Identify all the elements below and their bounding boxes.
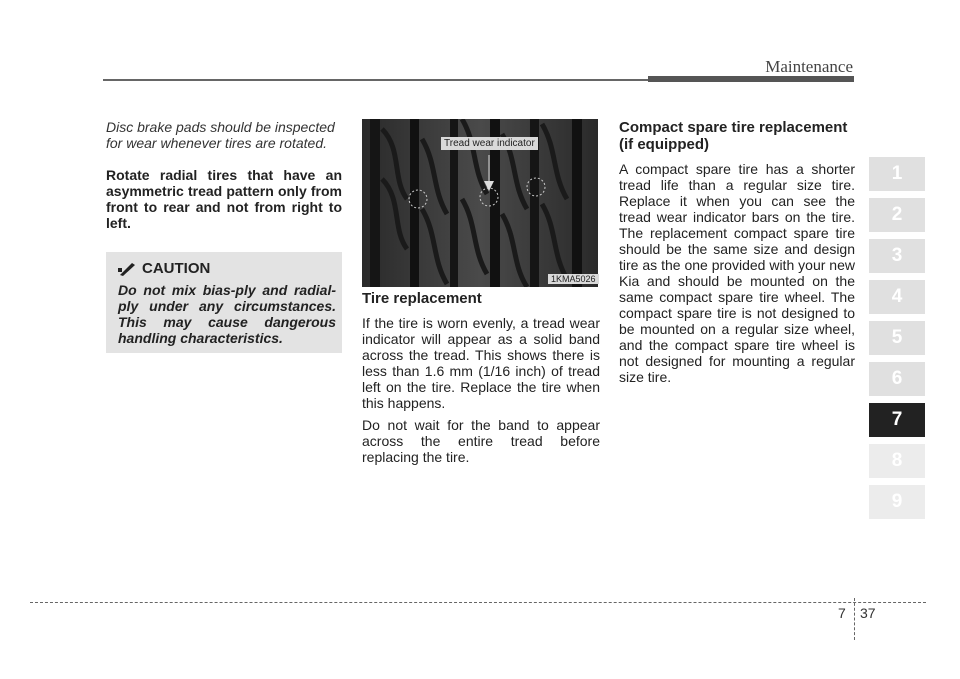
footer-divider — [854, 598, 855, 640]
column-2 — [362, 290, 600, 471]
caution-icon — [118, 262, 136, 276]
compact-spare-paragraph: A compact spare tire has a shorter tread life than a regular size tire. Replace it when you can see the tread wear indicator bars on the tire. The replacement compact spare tire should be the same size and design tire as the one provided with your new Kia and should be mounted on the same compact spare tire wheel. The compact spare tire is not designed to be mounted on a regular size wheel, and the compact spare tire wheel is not designed for mounting a regular size tire. — [619, 161, 855, 385]
chapter-tab-3[interactable]: 3 — [869, 239, 925, 273]
rotation-instruction: Rotate radial tires that have an asymmetric tread pattern only from front to rear and not from right to left. — [106, 167, 342, 231]
chapter-tab-5[interactable]: 5 — [869, 321, 925, 355]
header-rule — [103, 79, 648, 81]
tread-wear-indicator-label: Tread wear indicator — [441, 137, 538, 150]
chapter-tab-8[interactable]: 8 — [869, 444, 925, 478]
tire-replacement-paragraph-1: If the tire is worn evenly, a tread wear indicator will appear as a solid band across the tread. This shows there is less than 1.6 mm (1/16 inch) of tread left on the tire. Replace the tire when this happens. — [362, 315, 600, 411]
header-rule-accent — [648, 76, 854, 82]
tire-replacement-heading: Tire replacement — [362, 290, 482, 307]
caution-title: CAUTION — [142, 260, 211, 277]
chapter-tab-2[interactable]: 2 — [869, 198, 925, 232]
compact-spare-heading: Compact spare tire replacement (if equipped) — [619, 119, 848, 153]
caution-text: Do not mix bias-ply and radial-ply under any circumstances. This may cause dangerous handling characteristics. — [118, 282, 336, 346]
caution-box — [106, 252, 342, 353]
header-title: Maintenance — [765, 57, 853, 76]
chapter-tab-6[interactable]: 6 — [869, 362, 925, 396]
chapter-tabs — [869, 157, 925, 526]
page-number: 37 — [860, 605, 876, 621]
caution-header — [118, 260, 210, 277]
column-1 — [106, 119, 342, 231]
chapter-tab-1[interactable]: 1 — [869, 157, 925, 191]
chapter-tab-9[interactable]: 9 — [869, 485, 925, 519]
footer-rule — [30, 602, 926, 603]
image-code: 1KMA5026 — [548, 274, 599, 284]
chapter-number: 7 — [838, 605, 846, 621]
chapter-tab-4[interactable]: 4 — [869, 280, 925, 314]
column-3 — [619, 119, 855, 391]
italic-note: Disc brake pads should be inspected for wear whenever tires are rotated. — [106, 119, 335, 151]
tire-replacement-paragraph-2: Do not wait for the band to appear across the entire tread before replacing the tire. — [362, 417, 600, 465]
chapter-tab-7[interactable]: 7 — [869, 403, 925, 437]
